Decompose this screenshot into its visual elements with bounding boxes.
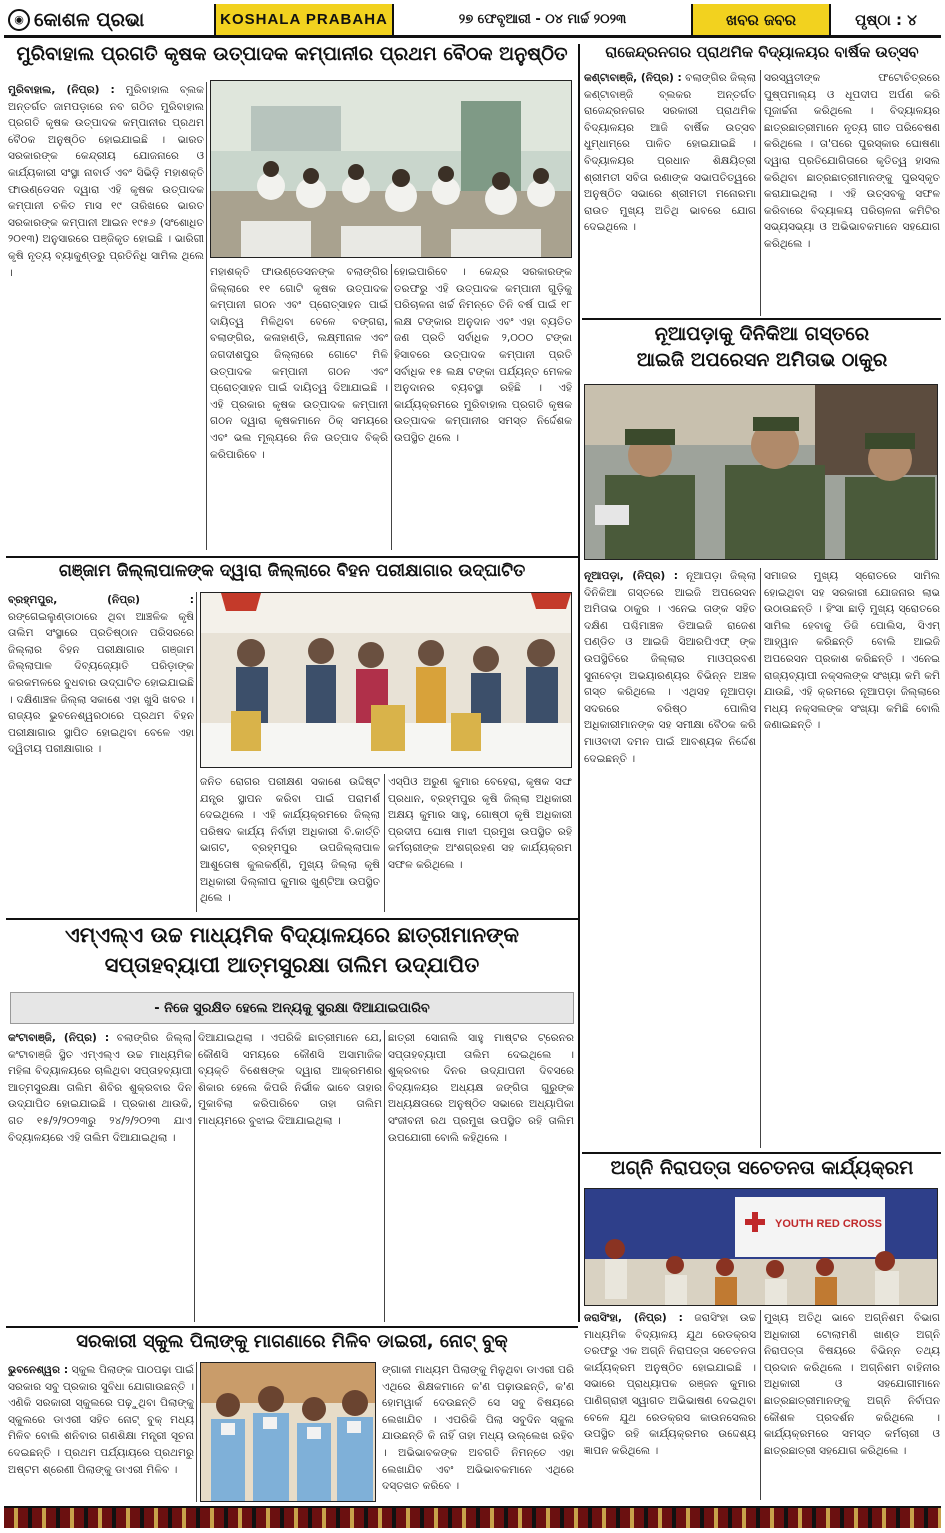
fire-safety-body-1: ଜରାସିଂହା ଉଚ୍ଚ ମାଧ୍ୟମିକ ବିଦ୍ୟାଳୟ ଯୁଥ ରେଡକ୍ରସ ତରଫରୁ ଏକ ଅଗ୍ନି ନିରାପତ୍ତା ସଚେତନତା କାର୍ଯ୍ୟକ୍ରମ ଅନୁଷ୍ଠିତ ହୋଇଯାଇଛି । ସଭାରେ ପ୍ରାଧ୍ୟାପକ ରଞ୍ଜନ କୁମାର ପାଣିଗ୍ରାହୀ ସ୍ୱାଗତ ଅଭିଭାଷଣ ଦେଇଥିବା ବେଳେ ଯୁଥ ରେଡକ୍ରସ କାଉନସେଲର ଉପସ୍ଥିତ ରହି କାର୍ଯ୍ୟକ୍ରମର ଉଦ୍ଦେଶ୍ୟ ଜ୍ଞାପନ କରିଥିଲେ । (584, 1312, 756, 1457)
issue-date: ୨୭ ଫେବୃଆରୀ - ୦୪ ମାର୍ଚ୍ଚ ୨୦୨୩ (458, 12, 627, 27)
self-defense-col-3 (388, 1030, 574, 1322)
masthead (4, 4, 941, 38)
self-defense-dateline: କଂଟାବାଞ୍ଜି, (ନିପ୍ର) : (8, 1032, 110, 1044)
fpo-body-1: ମୁରିବାହାଲ ବ୍ଲକ ଅନ୍ତର୍ଗତ ଜାମପଡ଼ାରେ ନବ ଗଠିତ ମୁରିବାହାଲ ପ୍ରଗତି କୃଷକ ଉତ୍ପାଦକ କମ୍ପାନୀର ପ୍ରଥମ ବୈଠକ ଅନୁଷ୍ଠିତ ହୋଇଯାଇଛି । ଭାରତ ସରକାରଙ୍କ କେନ୍ଦ୍ରୀୟ ଯୋଜନାରେ ଓ କାର୍ଯ୍ୟକାରୀ ସଂସ୍ଥା ନାବାର୍ଡ ଏବଂ ସିଭିଡ଼ି ମହାଶକ୍ତି ଫାଉଣ୍ଡେସନ ଦ୍ୱାରା ଏହି କୃଷକ ଉତ୍ପାଦକ କମ୍ପାନୀ ଚଳିତ ମାସ ୧୯ ତାରିଖରେ ଭାରତ ସରକାରଙ୍କ କମ୍ପାନୀ ଆଇନ ୧୯୫୬ (ସଂଶୋଧିତ ୨୦୧୩) ଅନୁସାରରେ ପଞ୍ଜିକୃତ ହୋଇଛି । ଭାରିଗୀ କୃଷି ନୃତ୍ୟ ବ୍ୟାକୁଣ୍ଡରୁ ପ୍ରତିନିଧି ସାମିଲ ଥିଲେ । (8, 84, 204, 279)
nuapada-headline-2: ଆଇଜି ଅପରେସନ ଅମିତାଭ ଠାକୁର (636, 349, 888, 371)
soil-lab-col-3 (388, 774, 572, 912)
decorative-footer-border (4, 1506, 941, 1528)
fpo-meeting-photo (210, 80, 572, 258)
self-defense-headline-1: ଏମ୍‌ଏଲ୍‌ଏ ଉଚ୍ଚ ମାଧ୍ୟମିକ ବିଦ୍ୟାଳୟରେ ଛାତ୍ରୀମାନଙ୍କ (65, 923, 519, 947)
fire-safety-col-2 (764, 1310, 940, 1500)
ig-visit-photo (584, 384, 938, 560)
fire-safety-headline: ଅଗ୍ନି ନିରାପତ୍ତା ସଚେତନତା କାର୍ଯ୍ୟକ୍ରମ (610, 1157, 914, 1179)
soil-lab-col-1 (8, 592, 194, 912)
fpo-body-3: ହୋଇପାରିବେ । କେନ୍ଦ୍ର ସରକାରଙ୍କ ତରଫରୁ ଏହି ଉତ୍ପାଦକ କମ୍ପାନୀ ଗୁଡ଼ିକୁ ପରିଚାଳନା ଖର୍ଚ୍ଚ ନିମନ୍ତେ ତିନି ବର୍ଷ ପାଇଁ ୧୮ ଲକ୍ଷ ଟଙ୍କାର ଅନୁଦାନ ଏବଂ ଏହା ବ୍ୟତିତ ଜଣ ପ୍ରତି ସର୍ବାଧିକ ୨,୦୦୦ ଟଙ୍କା ହିସାବରେ ଉତ୍ପାଦକ କମ୍ପାନୀ ପ୍ରତି ସର୍ବାଧିକ ୧୫ ଲକ୍ଷ ଟଙ୍କା ପର୍ଯ୍ୟନ୍ତ ମେଳକ ଅନୁଦାନର ବ୍ୟବସ୍ଥା ରହିଛି । ଏହି କାର୍ଯ୍ୟକ୍ରମରେ ମୁରିବାହାଲ ପ୍ରଗତି କୃଷକ ଉତ୍ପାଦକ କମ୍ପାନୀର ସମସ୍ତ ନିର୍ଦ୍ଦେଶକ ଉପସ୍ଥିତ ଥିଲେ । (394, 266, 572, 444)
fpo-dateline: ମୁରିବାହାଲ, (ନିପ୍ର) : (8, 84, 115, 96)
school-diary-body-2: ଙ୍ଗାକୀ ମାଧ୍ୟମ ପିଲାଙ୍କୁ ମିଳୁଥିବା ଡାଏରୀ ପରି ଏଥିରେ ଶିକ୍ଷକମାନେ କ'ଣ ପଢ଼ାଉଛନ୍ତି, କ'ଣ ହୋମୱାର୍କ ଦେଉଛନ୍ତି ସେ ସବୁ ବିଷୟରେ ଲେଖାଯିବ । ଏପରିକି ପିଲା ସବୁଦିନ ସ୍କୁଲ ଯାଉଛନ୍ତି କି ନାହିଁ ତାହା ମଧ୍ୟ ଉଲ୍ଲେଖ ରହିବ । ଅଭିଭାବକଙ୍କ ଅବଗତି ନିମନ୍ତେ ଏହା ଲେଖାଯିବ ଏବଂ ଅଭିଭାବକମାନେ ଏଥିରେ ଦସ୍ତଖତ କରିବେ । (382, 1364, 574, 1493)
red-cross-banner-text: YOUTH RED CROSS (775, 1218, 882, 1230)
fpo-col-2 (210, 264, 388, 550)
self-defense-headline-2: ସପ୍ତାହବ୍ୟାପୀ ଆତ୍ମସୁରକ୍ଷା ତାଲିମ ଉଦ୍‌ଯାପିତ (104, 953, 480, 977)
nuapada-headline-1: ନୂଆପଡ଼ାକୁ ଦିନିକିଆ ଗସ୍ତରେ (654, 323, 870, 345)
fpo-body-2: ମହାଶକ୍ତି ଫାଉଣ୍ଡେସନଙ୍କ ବଲାଙ୍ଗିର ଜିଲ୍ଲାରେ ୧୧ ଗୋଟି କୃଷକ ଉତ୍ପାଦକ କମ୍ପାନୀ ଗଠନ ଏବଂ ପ୍ରୋତ୍ସାହନ ପାଇଁ ଦାୟିତ୍ୱ ମିଳିଥିବା ବେଳେ ବଙ୍ଗରା, ବଲାଙ୍ଗିର, କଳାହାଣ୍ଡି, ଲକ୍ଷ୍ମୀନାଳ ଏବଂ ଜଗଦୀଶପୁର ଜିଲ୍ଲାରେ ଗୋଟେ ମିଳି ଉତ୍ପାଦକ କମ୍ପାନୀ ଗଠନ ଏବଂ ପ୍ରୋତ୍ସାହନ ପାଇଁ ଦାୟିତ୍ୱ ଦିଆଯାଇଛି । ଏହି ପ୍ରକାର କୃଷକ ଉତ୍ପାଦକ କମ୍ପାନୀ ଗଠନ ଦ୍ୱାରା କୃଷକମାନେ ଠିକ୍ ସମୟରେ ଏବଂ ଭଲ ମୂଲ୍ୟରେ ନିଜ ଉତ୍ପାଦ ବିକ୍ରି କରିପାରିବେ । (210, 266, 388, 461)
self-defense-col-1 (8, 1030, 192, 1322)
school-anniv-col-1 (584, 70, 756, 316)
school-anniv-body-2: ସରସ୍ୱତୀଙ୍କ ଫଟୋଚିତ୍ରରେ ପୁଷ୍ପମାଲ୍ୟ ଓ ଧୂପଦୀପ ଅର୍ପଣ କରି ପୂଜାର୍ଚ୍ଚନା କରିଥିଲେ । ବିଦ୍ୟାଳୟର ଛାତ୍ରଛାତ୍ରୀମାନେ ନୃତ୍ୟ ଗୀତ ପରିବେଷଣ କରିଥିଲେ । ତା'ପରେ ପୁରସ୍କାର ଘୋଷଣା ଦ୍ୱାରା ପ୍ରତିଯୋଗିତାରେ କୃତିତ୍ୱ ହାସଲ କରିଥିବା ଛାତ୍ରଛାତ୍ରୀମାନଙ୍କୁ ପୁରସ୍କୃତ କରାଯାଇଥିଲା । ଏହି ଉତ୍ସବକୁ ସଫଳ କରିବାରେ ବିଦ୍ୟାଳୟ ପରିଚାଳନା କମିଟିର ସଭ୍ୟସଭ୍ୟା ଓ ଅଭିଭାବକମାନେ ସହଯୋଗ କରିଥିଲେ । (764, 72, 940, 250)
school-diary-headline: ସରକାରୀ ସ୍କୁଲ ପିଲାଙ୍କୁ ମାଗଣାରେ ମିଳିବ ଡାଇରୀ, ନୋଟ୍ ବୁକ୍ (76, 1331, 508, 1352)
newspaper-logo (4, 4, 214, 35)
schoolgirls-photo (200, 1362, 376, 1502)
self-defense-body-2: ଦିଆଯାଇଥିଲା । ଏପରିକି ଛାତ୍ରୀମାନେ ଯେ, କୌଣସି ସମୟରେ କୌଣସି ଅସାମାଜିକ ବ୍ୟକ୍ତି ବିଶେଷଙ୍କ ଦ୍ୱାରା ଆକ୍ରମଣର ଶିକାର ହେଲେ କିପରି ନିର୍ଭୀକ ଭାବେ ତାହାର ମୁକାବିଲା କରିପାରିବେ ତାହା ତାଲିମ ମାଧ୍ୟମରେ ବୁଝାଇ ଦିଆଯାଇଥିଲା । (198, 1032, 382, 1127)
seed-lab-photo (200, 592, 572, 768)
soil-lab-col-2 (200, 774, 380, 912)
school-anniv-headline: ରାଜେନ୍ଦ୍ରନଗର ପ୍ରାଥମିକ ବିଦ୍ୟାଳୟର ବାର୍ଷିକ ଉତ୍ସବ (605, 43, 919, 61)
english-name: KOSHALA PRABAHA (214, 4, 394, 35)
logo-text: କୋଶଳ ପ୍ରଭା (34, 8, 145, 31)
soil-lab-dateline: ବ୍ରହ୍ମପୁର, (ନିପ୍ର) : (8, 594, 194, 606)
fpo-headline: ମୁରିବାହାଲ ପ୍ରଗତି କୃଷକ ଉତ୍ପାଦକ କମ୍ପାନୀର ପ୍ରଥମ ବୈଠକ ଅନୁଷ୍ଠିତ (16, 43, 568, 65)
self-defense-body-1: ବଲାଙ୍ଗିର ଜିଲ୍ଲା କଂଟାବାଞ୍ଜି ସ୍ଥିତ ଏମ୍‌ଏଲ୍‌ଏ ଉଚ୍ଚ ମାଧ୍ୟମିକ ମହିଳା ବିଦ୍ୟାଳୟରେ ଚାଲିଥିବା ସପ୍ତାହବ୍ୟାପୀ ଆତ୍ମସୁରକ୍ଷା ତାଲିମ ଶିବିର ଶୁକ୍ରବାର ଦିନ ଉଦ୍‌ଯାପିତ ହୋଇଯାଇଛି । ପ୍ରକାଶ ଥାଉକି, ଗତ ୧୫/୨/୨୦୨୩ରୁ ୨୪/୨/୨୦୨୩ ଯାଏ ବିଦ୍ୟାଳୟରେ ଏହି ତାଲିମ ଦିଆଯାଇଥିଲା । (8, 1032, 192, 1144)
school-diary-body-1: ସ୍କୁଲ ପିଲାଙ୍କ ପାଠପଢ଼ା ପାଇଁ ସରକାର ସବୁ ପ୍ରକାର ସୁବିଧା ଯୋଗାଉଛନ୍ତି । ଏଣିକି ସରକାରୀ ସ୍କୁଲରେ ପଢ଼ୁଥିବା ପିଲାଙ୍କୁ ସ୍କୁଲରେ ଡାଏରୀ ସହିତ ନୋଟ୍ ବୁକ୍ ମଧ୍ୟ ମିଳିବ ବୋଲି ଶନିବାର ଗଣଶିକ୍ଷା ମନ୍ତ୍ରୀ ସୂଚନା ଦେଇଛନ୍ତି । ପ୍ରଥମ ପର୍ଯ୍ୟାୟରେ ପ୍ରଥମରୁ ଅଷ୍ଟମ ଶ୍ରେଣୀ ପିଲାଙ୍କୁ ଡାଏରୀ ମିଳିବ । (8, 1364, 194, 1476)
fire-safety-dateline: ଜରାସିଂହା, (ନିପ୍ର) : (584, 1312, 683, 1324)
school-anniv-dateline: କଣ୍ଟାବାଞ୍ଜି, (ନିପ୍ର) : (584, 72, 682, 84)
nuapada-body-1: ନୂଆପଡ଼ା ଜିଲ୍ଲା ଦିନିକିଆ ଗସ୍ତରେ ଆଇଜି ଅପରେସନ ଅମିତାଭ ଠାକୁର । ଏନେଇ ତାଙ୍କ ସହିତ ଦକ୍ଷିଣ ପଶ୍ଚିମାଞ୍ଚଳ ଡିଆଇଜି ରାଜେଶ ପଣ୍ଡିତ ଓ ଆଇଜି ସିଆରପିଏଫ୍ ଙ୍କ ଉପସ୍ଥିତିରେ ଜିଲ୍ଲାର ମାଓପ୍ରବଣ ସୁନାବେଡ଼ା ଅଭୟାରଣ୍ୟର ବିଭିନ୍ନ ଅଞ୍ଚଳ ଗସ୍ତ କରିଥିଲେ । ଏଥିସହ ନୂଆପଡ଼ା ସଦରରେ ବରିଷ୍ଠ ପୋଲିସ ଅଧିକାରୀମାନଙ୍କ ସହ ସମୀକ୍ଷା ବୈଠକ କରି ମାଓବାଦୀ ଦମନ ପାଇଁ ଆବଶ୍ୟକ ନିର୍ଦ୍ଦେଶ ଦେଇଛନ୍ତି । (584, 570, 756, 765)
fire-safety-body-2: ମୁଖ୍ୟ ଅତିଥି ଭାବେ ଅଗ୍ନିଶମ ବିଭାଗ ଅଧିକାରୀ ଟୋଲାମଣି ଖାଣ୍ଡ ଅଗ୍ନି ନିରାପତ୍ତା ବିଷୟରେ ବିଭିନ୍ନ ତଥ୍ୟ ପ୍ରଦାନ କରିଥିଲେ । ଅଗ୍ନିଶମ ବାହିନୀର ଅଧିକାରୀ ଓ ସହଯୋଗୀମାନେ ଛାତ୍ରଛାତ୍ରୀମାନଙ୍କୁ ଅଗ୍ନି ନିର୍ବାପନ କୌଶଳ ପ୍ରଦର୍ଶନ କରିଥିଲେ । କାର୍ଯ୍ୟକ୍ରମରେ ସମସ୍ତ କର୍ମଚାରୀ ଓ ଛାତ୍ରଛାତ୍ରୀ ସହଯୋଗ କରିଥିଲେ । (764, 1312, 940, 1457)
fpo-col-3 (394, 264, 572, 550)
self-defense-deck: - ନିଜେ ସୁରକ୍ଷିତ ହେଲେ ଅନ୍ୟକୁ ସୁରକ୍ଷା ଦିଆଯାଇପାରିବ (10, 992, 574, 1024)
school-anniv-body-1: ବଲାଙ୍ଗିର ଜିଲ୍ଲା କଣ୍ଟାବାଞ୍ଜି ବ୍ଲକର ଅନ୍ତର୍ଗତ ରାଜେନ୍ଦ୍ରନଗର ସରକାରୀ ପ୍ରାଥମିକ ବିଦ୍ୟାଳୟର ଆଜି ବାର୍ଷିକ ଉତ୍ସବ ଧୁମ୍ଧାମ୍‌ରେ ପାଳିତ ହୋଇଯାଇଛି । ବିଦ୍ୟାଳୟର ପ୍ରଧାନ ଶିକ୍ଷୟିତ୍ରୀ ଶ୍ରୀମତୀ ସବିତା ରଣାଙ୍କ ସଭାପତିତ୍ୱରେ ଅନୁଷ୍ଠିତ ସଭାରେ ଶ୍ରୀମତୀ ମନୋରମା ରାଉତ ମୁଖ୍ୟ ଅତିଥି ଭାବରେ ଯୋଗ ଦେଇଥିଲେ । (584, 72, 756, 234)
fire-safety-photo (584, 1188, 938, 1306)
school-diary-dateline: ଭୁବନେଶ୍ୱର : (8, 1364, 69, 1376)
school-diary-col-1 (8, 1362, 194, 1502)
nuapada-dateline: ନୂଆପଡ଼ା, (ନିପ୍ର) : (584, 570, 678, 582)
soil-lab-body-1: ରଙ୍ଗେଇଲୁଣ୍ଡାଠାରେ ଥିବା ଆଞ୍ଚଳିକ କୃଷି ତାଲିମ ସଂସ୍ଥାରେ ପ୍ରତିଷ୍ଠାନ ପରିସରରେ ଜିଲ୍ଲାର ବିହନ ପରୀକ୍ଷାଗାର ଗଞ୍ଜାମ ଜିଲ୍ଲାପାଳ ଦିବ୍ୟଜ୍ୟୋତି ପରିଡ଼ାଙ୍କ କରକମଳରେ ବୁଧବାର ଉଦ୍‌ଘାଟିତ ହୋଇଯାଇଛି । ଦକ୍ଷିଣାଞ୍ଚଳ ଜିଲ୍ଲା ସକାଶେ ଏହା ଖୁସି ଖବର । ରାଜ୍ୟର ଭୁବନେଶ୍ୱରଠାରେ ପ୍ରଥମ ବିହନ ପରୀକ୍ଷାଗାର ସ୍ଥାପିତ ହୋଇଥିବା ବେଳେ ଏହା ଦ୍ୱିତୀୟ ପରୀକ୍ଷାଗାର । (8, 610, 194, 756)
page-number: ପୃଷ୍ଠା : ୪ (855, 10, 917, 29)
soil-lab-body-3: ଏସ୍‌ପିଓ ଅରୁଣ କୁମାର ବେହେରା, କୃଷକ ସଙ୍ଘ ପ୍ରଧାନ, ବ୍ରହ୍ମପୁର କୃଷି ଜିଲ୍ଲା ଅଧିକାରୀ ଅକ୍ଷୟ କୁମାର ସାହୁ, ଗୋଷ୍ଠୀ କୃଷି ଅଧିକାରୀ ପ୍ରଦୀପ ଘୋଷ ମାଝୀ ପ୍ରମୁଖ ଉପସ୍ଥିତ ରହି କର୍ମଚାରୀଙ୍କ ଅଂଶଗ୍ରହଣ ସହ କାର୍ଯ୍ୟକ୍ରମ ସଫଳ କରିଥିଲେ । (388, 776, 572, 871)
emblem-icon: ◉ (8, 9, 30, 31)
fpo-col-1 (8, 82, 204, 550)
school-anniv-col-2 (764, 70, 940, 316)
section-name: ଖବର ଜବର (691, 4, 831, 35)
fire-safety-col-1 (584, 1310, 756, 1500)
soil-lab-body-2: ଜନିତ ରୋଗର ପରୀକ୍ଷଣ ସକାଶେ ଉଦ୍ଦିଷ୍ଟ ଯନ୍ତ୍ର ସ୍ଥାପନ କରିବା ପାଇଁ ପରାମର୍ଶ ଦେଇଥିଲେ । ଏହି କାର୍ଯ୍ୟକ୍ରମରେ ଜିଲ୍ଲା ପରିଷଦ କାର୍ଯ୍ୟ ନିର୍ବାହୀ ଅଧିକାରୀ ବି.କାର୍ତ୍ତି ଭାଗଟ, ବ୍ରହ୍ମପୁର ଉପଜିଲ୍ଲାପାଳ ଆଶୁତୋଷ କୁଲକର୍ଣ୍ଣି, ମୁଖ୍ୟ ଜିଲ୍ଲା କୃଷି ଅଧିକାରୀ ଦିଲ୍ଲୀପ କୁମାର ଖୁଣ୍ଟିଆ ଉପସ୍ଥିତ ଥିଲେ । (200, 776, 380, 905)
nuapada-body-2: ସମାଜର ମୁଖ୍ୟ ସ୍ରୋତରେ ସାମିଲ ହୋଇଥିବା ସହ ସରକାରୀ ଯୋଜନାର ଲାଭ ଉଠାଉଛନ୍ତି । ହିଂସା ଛାଡ଼ି ମୁଖ୍ୟ ସ୍ରୋତରେ ସାମିଲ ହେବାକୁ ଡିଜି ପୋଲିସ, ସିଏମ୍ ଆହ୍ୱାନ କରିଛନ୍ତି ବୋଲି ଆଇଜି ଅପରେସନ ପ୍ରକାଶ କରିଛନ୍ତି । ଏନେଇ ରାଜ୍ୟବ୍ୟାପୀ ନକ୍ସଲଙ୍କ ସଂଖ୍ୟା କମି କମି ଯାଉଛି, ଏହି କ୍ରମରେ ନୂଆପଡ଼ା ଜିଲ୍ଲାରେ ମଧ୍ୟ ନକ୍ସଲଙ୍କ ସଂଖ୍ୟା କମିଛି ବୋଲି ଜଣାଇଛନ୍ତି । (764, 570, 940, 732)
self-defense-body-3: ଛାତ୍ରୀ ସୋନାଲି ସାହୁ ମାଷ୍ଟର ଟ୍ରେନର ସପ୍ତାହବ୍ୟାପୀ ତାଲିମ ଦେଇଥିଲେ । ଶୁକ୍ରବାର ଦିନର ଉଦ୍‌ଯାପନୀ ଦିବସରେ ବିଦ୍ୟାଳୟର ଅଧ୍ୟକ୍ଷ ଜଙ୍ଗିତା ଗୁରୁଙ୍କ ଅଧ୍ୟକ୍ଷତାରେ ଅନୁଷ୍ଠିତ ସଭାରେ ଅଧ୍ୟାପିକା ସଂଜୀବନୀ ରଥ ପ୍ରମୁଖ ଉପସ୍ଥିତ ରହି ତାଲିମ ଉପଯୋଗୀ ବୋଲି କହିଥିଲେ । (388, 1032, 574, 1144)
self-defense-col-2 (198, 1030, 382, 1322)
soil-lab-headline: ଗଞ୍ଜାମ ଜିଲ୍ଲାପାଳଙ୍କ ଦ୍ୱାରା ଜିଲ୍ଲାରେ ବିହନ ପରୀକ୍ଷାଗାର ଉଦ୍‌ଘାଟିତ (58, 561, 526, 581)
school-diary-col-2 (382, 1362, 574, 1502)
